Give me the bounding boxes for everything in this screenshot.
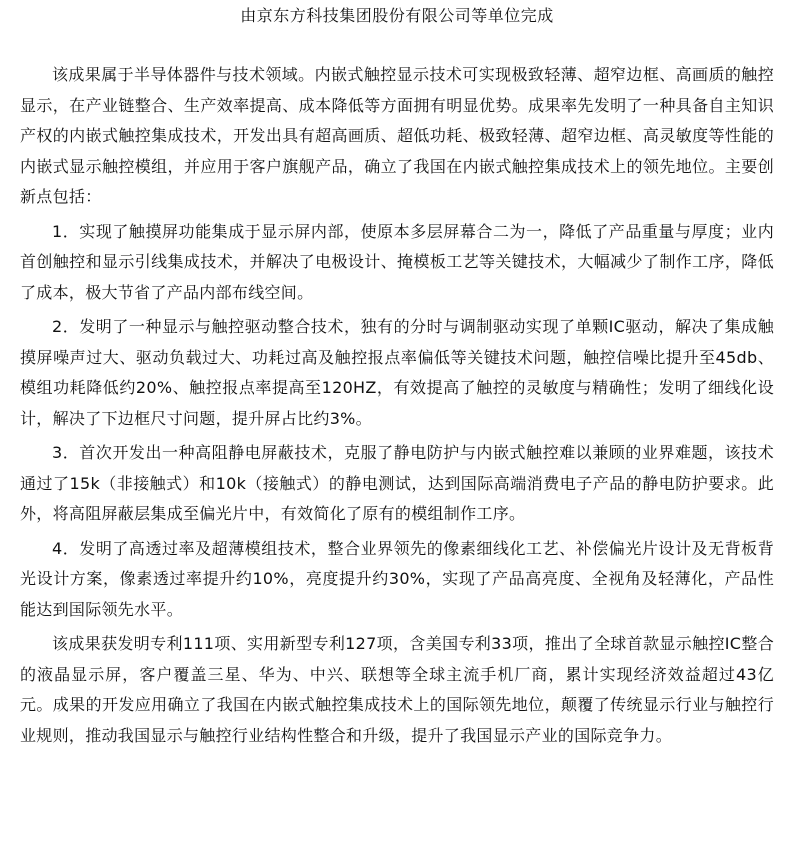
paragraph-innovation-2: 2．发明了一种显示与触控驱动整合技术，独有的分时与调制驱动实现了单颗IC驱动，解决了集成触摸屏噪声过大、驱动负载过大、功耗过高及触控报点率偏低等关键技术问题，触控信噪比提升至45db、模组功耗降低约20%、触控报点率提高至120HZ，有效提高了触控的灵敏度与精确性；发明了细线化设计，解决了下边框尺寸问题，提升屏占比约3%。: [20, 317, 774, 428]
paragraph-innovation-3: 3．首次开发出一种高阻静电屏蔽技术，克服了静电防护与内嵌式触控难以兼顾的业界难题，该技术通过了15k（非接触式）和10k（接触式）的静电测试，达到国际高端消费电子产品的静电防护要求。此外，将高阻屏蔽层集成至偏光片中，有效简化了原有的模组制作工序。: [20, 443, 774, 523]
paragraph-intro: 该成果属于半导体器件与技术领域。内嵌式触控显示技术可实现极致轻薄、超窄边框、高画质的触控显示，在产业链整合、生产效率提高、成本降低等方面拥有明显优势。成果率先发明了一种具备自主知识产权的内嵌式触控集成技术，开发出具有超高画质、超低功耗、极致轻薄、超窄边框、高灵敏度等性能的内嵌式显示触控模组，并应用于客户旗舰产品，确立了我国在内嵌式触控集成技术上的领先地位。主要创新点包括：: [20, 65, 774, 206]
paragraph-innovation-1: 1．实现了触摸屏功能集成于显示屏内部，使原本多层屏幕合二为一，降低了产品重量与厚度；业内首创触控和显示引线集成技术，并解决了电极设计、掩模板工艺等关键技术，大幅减少了制作工序，降低了成本，极大节省了产品内部布线空间。: [20, 221, 774, 302]
paragraph-summary: 该成果获发明专利111项、实用新型专利127项，含美国专利33项，推出了全球首款显示触控IC整合的液晶显示屏，客户覆盖三星、华为、中兴、联想等全球主流手机厂商，累计实现经济效益超过43亿元。成果的开发应用确立了我国在内嵌式触控集成技术上的国际领先地位，颠覆了传统显示行业与触控行业规则，推动我国显示与触控行业结构性整合和升级，提升了我国显示产业的国际竞争力。: [20, 634, 774, 745]
paragraph-innovation-4: 4．发明了高透过率及超薄模组技术，整合业界领先的像素细线化工艺、补偿偏光片设计及无背板背光设计方案，像素透过率提升约10%，亮度提升约30%，实现了产品高亮度、全视角及轻薄化，产品性能达到国际领先水平。: [20, 538, 774, 619]
document-title: 由京东方科技集团股份有限公司等单位完成: [240, 6, 554, 25]
